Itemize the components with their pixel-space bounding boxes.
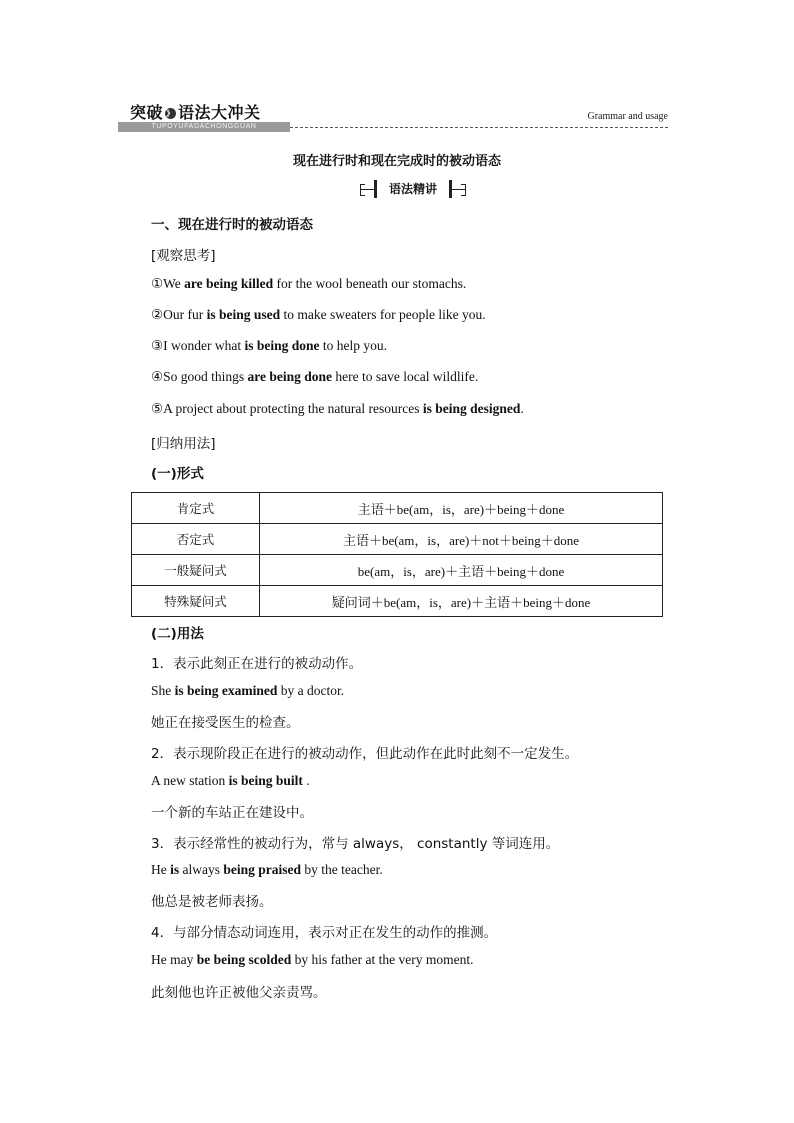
usage-example-3 xyxy=(151,862,383,878)
example-number: ③ xyxy=(151,338,164,354)
table-row xyxy=(132,493,663,524)
example-text-post: for the wool beneath our stomachs. xyxy=(273,276,467,291)
example-number: ① xyxy=(151,276,164,292)
example-4 xyxy=(151,369,478,385)
usage-example-bold: is being examined xyxy=(174,683,278,698)
table-cell-type: 特殊疑问式 xyxy=(132,586,260,617)
table-cell-type: 一般疑问式 xyxy=(132,555,260,586)
page-header xyxy=(118,100,668,134)
usage-rule-3: 3．表示经常性的被动行为，常与 always， constantly 等词连用。 xyxy=(151,836,560,852)
table-cell-type: 否定式 xyxy=(132,524,260,555)
section-tag-bracket-right xyxy=(461,184,466,196)
example-text-pre: We xyxy=(163,276,185,291)
table-cell-type: 肯定式 xyxy=(132,493,260,524)
table-cell-structure: be(am，is，are)＋主语＋being＋done xyxy=(260,555,663,586)
summary-label: [归纳用法] xyxy=(151,436,216,452)
usage-example-bold: is being built xyxy=(228,773,303,788)
usage-example-mid: always xyxy=(179,862,224,877)
usage-rule-4: 4．与部分情态动词连用，表示对正在发生的动作的推测。 xyxy=(151,925,498,941)
table-row xyxy=(132,586,663,617)
usage-rule-1: 1．表示此刻正在进行的被动动作。 xyxy=(151,656,363,672)
header-subject-label: Grammar and usage xyxy=(587,111,668,122)
usage-translation-3: 他总是被老师表扬。 xyxy=(151,894,273,910)
example-number: ② xyxy=(151,307,164,323)
example-number: ⑤ xyxy=(151,401,164,417)
table-row xyxy=(132,555,663,586)
example-3 xyxy=(151,338,387,354)
example-2 xyxy=(151,307,486,323)
table-row xyxy=(132,524,663,555)
usage-example-post: . xyxy=(302,773,310,788)
usage-translation-4: 此刻他也许正被他父亲责骂。 xyxy=(151,985,327,1001)
example-text-bold: is being done xyxy=(244,338,320,353)
usage-example-post: by his father at the very moment. xyxy=(291,952,474,967)
usage-translation-1: 她正在接受医生的检查。 xyxy=(151,715,300,731)
usage-example-bold: being praised xyxy=(223,862,302,877)
example-text-pre: So good things xyxy=(163,369,248,384)
section-tag xyxy=(360,180,466,198)
usage-translation-2: 一个新的车站正在建设中。 xyxy=(151,805,313,821)
section-banner-title xyxy=(130,100,261,123)
section-tag-bracket-left xyxy=(360,184,365,196)
example-text-bold: is being designed xyxy=(422,401,521,416)
arrow-icon: 》 xyxy=(166,109,175,118)
header-divider xyxy=(290,127,668,128)
section-tag-label: 语法精讲 xyxy=(374,180,452,198)
part1-heading: 一、现在进行时的被动语态 xyxy=(151,217,313,233)
usage-example-pre: A new station xyxy=(151,773,229,788)
table-cell-structure: 疑问词＋be(am，is，are)＋主语＋being＋done xyxy=(260,586,663,617)
form-table xyxy=(131,492,663,617)
table-cell-structure: 主语＋be(am，is，are)＋being＋done xyxy=(260,493,663,524)
example-5 xyxy=(151,401,524,417)
banner-title-part1: 突破 xyxy=(130,103,164,122)
usage-heading: (二)用法 xyxy=(151,626,204,642)
observe-label: [观察思考] xyxy=(151,248,216,264)
usage-example-4 xyxy=(151,952,473,968)
section-banner-pinyin: TUPOYUFADACHONGGUAN xyxy=(118,122,290,132)
page-title: 现在进行时和现在完成时的被动语态 xyxy=(292,154,501,169)
example-text-pre: A project about protecting the natural resources xyxy=(163,401,423,416)
usage-example-post: by the teacher. xyxy=(301,862,383,877)
usage-example-bold: be being scolded xyxy=(196,952,292,967)
example-text-post: to make sweaters for people like you. xyxy=(280,307,486,322)
usage-example-1 xyxy=(151,683,344,699)
example-text-bold: are being done xyxy=(247,369,333,384)
example-text-post: here to save local wildlife. xyxy=(332,369,479,384)
usage-example-pre: He xyxy=(151,862,171,877)
form-heading: (一)形式 xyxy=(151,466,204,482)
usage-example-pre: He may xyxy=(151,952,197,967)
example-text-pre: I wonder what xyxy=(163,338,245,353)
table-cell-structure: 主语＋be(am，is，are)＋not＋being＋done xyxy=(260,524,663,555)
example-text-pre: Our fur xyxy=(163,307,207,322)
example-text-bold: are being killed xyxy=(184,276,274,291)
example-text-post: . xyxy=(520,401,524,416)
usage-example-bold: is xyxy=(170,862,180,877)
usage-example-2 xyxy=(151,773,310,789)
banner-title-part2: 语法大冲关 xyxy=(178,103,261,122)
example-text-post: to help you. xyxy=(319,338,387,353)
usage-example-post: by a doctor. xyxy=(277,683,345,698)
example-1 xyxy=(151,276,466,292)
example-text-bold: is being used xyxy=(206,307,281,322)
usage-rule-2: 2．表示现阶段正在进行的被动动作，但此动作在此时此刻不一定发生。 xyxy=(151,746,579,762)
example-number: ④ xyxy=(151,369,164,385)
usage-example-pre: She xyxy=(151,683,175,698)
